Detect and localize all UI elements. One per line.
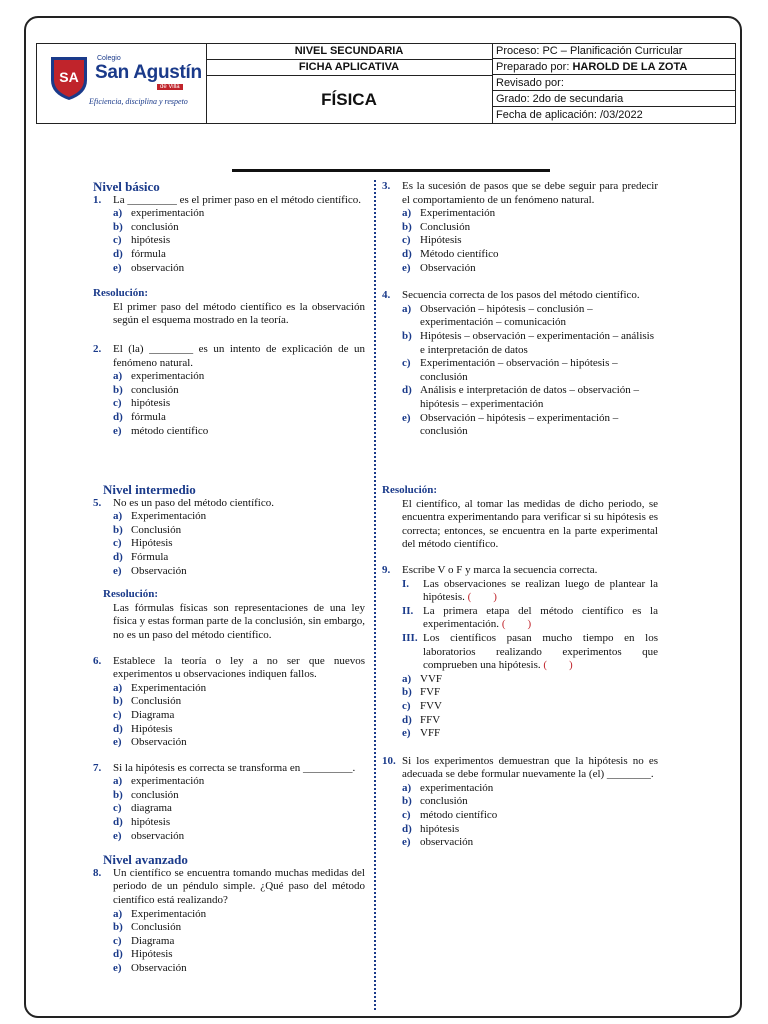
option-item xyxy=(402,836,658,850)
option-item xyxy=(113,370,365,384)
option-letter: a) xyxy=(113,775,123,788)
option-text: VFF xyxy=(420,727,441,740)
logo-cell xyxy=(37,44,207,123)
question-7 xyxy=(93,762,365,844)
option-text: Hipótesis xyxy=(131,948,173,961)
option-text: Hipótesis xyxy=(131,722,173,735)
question-9 xyxy=(382,564,658,741)
prepared-name: HAROLD DE LA ZOTA xyxy=(572,61,688,73)
question-number: 5. xyxy=(93,496,102,509)
options-list xyxy=(113,682,365,750)
option-item xyxy=(113,397,365,411)
option-letter: b) xyxy=(402,795,412,808)
option-item xyxy=(402,714,658,728)
resolution-5-text: Las fórmulas físicas son representaciones de una ley física y estas forman parte de la conclusión, sin embargo, no es un paso del método científico. xyxy=(113,601,365,641)
option-text: conclusión xyxy=(131,383,179,396)
right-column-2 xyxy=(382,484,658,850)
question-number: 6. xyxy=(93,654,102,667)
option-letter: a) xyxy=(113,907,123,920)
option-item xyxy=(402,412,658,439)
option-item xyxy=(402,234,658,248)
option-item xyxy=(402,727,658,741)
option-item xyxy=(113,908,365,922)
option-item xyxy=(113,682,365,696)
resolution-1-title: Resolución: xyxy=(93,287,148,300)
option-text: observación xyxy=(420,836,474,849)
option-text: Observación xyxy=(420,261,476,274)
question-text: Es la sucesión de pasos que se debe seguir para predecir el comportamiento de un fenómeno natural. xyxy=(402,180,658,206)
question-number: 1. xyxy=(93,193,102,206)
option-text: Análisis e interpretación de datos – observación – hipótesis – experimentación xyxy=(420,384,640,410)
option-letter: c) xyxy=(113,537,122,550)
options-list xyxy=(113,775,365,843)
options-list xyxy=(113,510,365,578)
question-row xyxy=(93,194,365,208)
option-item xyxy=(113,425,365,439)
question-number: 3. xyxy=(382,180,391,192)
option-text: Observación – hipótesis – conclusión – experimentación – comunicación xyxy=(420,302,593,329)
option-text: Experimentación xyxy=(420,207,496,220)
option-letter: b) xyxy=(402,220,412,233)
option-item xyxy=(113,935,365,949)
option-text: Experimentación xyxy=(131,510,207,523)
option-letter: e) xyxy=(113,736,122,749)
question-number: 10. xyxy=(382,754,396,767)
statement-body: La primera etapa del método científico es la experimentación. xyxy=(423,604,658,631)
option-letter: c) xyxy=(402,234,411,247)
option-item xyxy=(113,816,365,830)
option-item xyxy=(113,565,365,579)
option-item xyxy=(402,673,658,687)
question-row xyxy=(382,564,658,578)
statement xyxy=(402,605,658,632)
resolution-1-text: El primer paso del método científico es la observación según el esquema mostrado en la teoría. xyxy=(113,300,365,327)
option-text: fórmula xyxy=(131,247,166,260)
question-row xyxy=(93,762,365,776)
option-item xyxy=(402,248,658,262)
school-sub: de Villa xyxy=(157,84,183,90)
header-table xyxy=(36,43,736,124)
question-text: Un científico se encuentra tomando muchas medidas del periodo de un péndulo simple. ¿Qué paso del método científico está realizando? xyxy=(113,866,365,907)
option-item xyxy=(402,262,658,276)
title-rule xyxy=(232,169,550,172)
question-5 xyxy=(93,497,365,579)
question-1 xyxy=(93,194,365,276)
question-2 xyxy=(93,343,365,438)
reviewed-cell: Revisado por: xyxy=(492,76,735,91)
option-letter: e) xyxy=(402,411,411,424)
option-letter: b) xyxy=(113,788,123,801)
option-item xyxy=(402,330,658,357)
question-4 xyxy=(382,289,658,439)
option-letter: d) xyxy=(402,822,412,835)
option-item xyxy=(113,789,365,803)
option-text: observación xyxy=(131,829,185,842)
option-text: Conclusión xyxy=(420,220,471,233)
option-letter: a) xyxy=(113,207,123,220)
question-8 xyxy=(93,867,365,976)
option-text: Conclusión xyxy=(131,695,182,708)
statement xyxy=(402,632,658,673)
option-letter: b) xyxy=(402,329,412,342)
option-text: Experimentación – observación – hipótesis – conclusión xyxy=(420,357,618,383)
option-letter: e) xyxy=(113,962,122,974)
option-text: Conclusión xyxy=(131,921,182,934)
option-text: método científico xyxy=(420,809,498,822)
option-letter: a) xyxy=(402,302,412,315)
question-text: Si la hipótesis es correcta se transforma en _________. xyxy=(113,761,356,774)
option-item xyxy=(402,700,658,714)
option-text: conclusión xyxy=(131,788,179,801)
option-text: hipótesis xyxy=(131,397,171,410)
prepared-label: Preparado por: xyxy=(496,61,573,73)
school-small-label: Colegio xyxy=(97,55,121,62)
option-item xyxy=(402,384,658,411)
question-row xyxy=(382,180,658,207)
statement-body: Las observaciones se realizan luego de plantear la hipótesis. xyxy=(423,577,658,604)
option-item xyxy=(402,795,658,809)
statement-text xyxy=(423,578,658,605)
option-letter: a) xyxy=(113,681,123,694)
resolution-4-title: Resolución: xyxy=(382,484,437,496)
option-item xyxy=(113,948,365,962)
option-item xyxy=(402,357,658,384)
question-3 xyxy=(382,180,658,275)
answer-parentheses: ( ) xyxy=(501,618,532,631)
option-item xyxy=(402,221,658,235)
option-letter: d) xyxy=(113,948,123,961)
option-letter: a) xyxy=(113,510,123,523)
option-item xyxy=(113,524,365,538)
option-letter: c) xyxy=(113,397,122,410)
option-text: Hipótesis xyxy=(131,537,173,550)
option-letter: c) xyxy=(402,699,411,712)
option-item xyxy=(402,782,658,796)
option-letter: b) xyxy=(113,220,123,233)
options-list xyxy=(402,303,658,439)
option-letter: b) xyxy=(113,695,123,708)
process-cell: Proceso: PC – Planificación Curricular xyxy=(492,44,735,59)
school-name: San Agustín xyxy=(95,62,202,83)
option-letter: c) xyxy=(113,234,122,247)
option-text: FFV xyxy=(420,713,441,726)
question-10 xyxy=(382,755,658,850)
section-advanced-title: Nivel avanzado xyxy=(103,852,188,868)
option-text: Experimentación xyxy=(131,907,207,920)
option-text: Hipótesis – observación – experimentación – análisis e interpretación de datos xyxy=(420,329,654,356)
option-letter: c) xyxy=(113,802,122,815)
statement-number: II. xyxy=(402,604,414,617)
statement-body: Los científicos pasan mucho tiempo en los laboratorios realizando experimentos que comprueben una hipótesis. xyxy=(423,631,658,672)
options-list xyxy=(113,908,365,976)
option-letter: a) xyxy=(113,370,123,383)
option-letter: d) xyxy=(113,247,123,260)
option-letter: d) xyxy=(402,384,412,397)
question-number: 2. xyxy=(93,342,102,355)
option-letter: d) xyxy=(113,816,123,829)
options-list xyxy=(113,370,365,438)
option-item xyxy=(113,775,365,789)
left-column-2 xyxy=(93,483,365,976)
sheet-cell: FICHA APLICATIVA xyxy=(206,60,492,76)
svg-text:SA: SA xyxy=(59,69,79,85)
question-number: 4. xyxy=(382,289,391,302)
option-letter: b) xyxy=(402,686,412,699)
option-letter: e) xyxy=(113,829,122,842)
option-text: Hipótesis xyxy=(420,234,462,247)
option-letter: e) xyxy=(113,564,122,577)
question-text: Si los experimentos demuestran que la hipótesis no es adecuada se debe formular nuevamente la (el) ________. xyxy=(402,754,658,781)
option-letter: e) xyxy=(113,424,122,437)
option-letter: e) xyxy=(402,261,411,274)
option-letter: b) xyxy=(113,523,123,536)
option-letter: e) xyxy=(113,261,122,274)
option-letter: c) xyxy=(113,708,122,721)
option-item xyxy=(113,384,365,398)
question-number: 8. xyxy=(93,866,102,879)
option-text: Diagrama xyxy=(131,708,175,721)
answer-parentheses: ( ) xyxy=(543,659,573,672)
question-row xyxy=(382,289,658,303)
option-text: hipótesis xyxy=(131,816,171,829)
option-text: hipótesis xyxy=(131,234,171,247)
option-item xyxy=(113,695,365,709)
option-letter: e) xyxy=(402,727,411,740)
option-text: hipótesis xyxy=(420,822,460,835)
option-item xyxy=(113,510,365,524)
options-list xyxy=(402,207,658,275)
option-item xyxy=(402,809,658,823)
question-number: 7. xyxy=(93,761,102,774)
option-text: Diagrama xyxy=(131,934,175,947)
question-text: Establece la teoría o ley a no ser que nuevos experimentos u observaciones indiquen fallos. xyxy=(113,654,365,681)
column-divider xyxy=(374,180,376,1010)
option-letter: a) xyxy=(402,207,412,220)
option-item xyxy=(113,234,365,248)
option-letter: c) xyxy=(113,934,122,947)
option-text: Observación xyxy=(131,564,187,577)
question-text: Escribe V o F y marca la secuencia correcta. xyxy=(402,563,598,576)
options-list xyxy=(402,782,658,850)
option-text: Fórmula xyxy=(131,550,169,563)
option-letter: b) xyxy=(113,383,123,396)
option-item xyxy=(113,830,365,844)
level-cell: NIVEL SECUNDARIA xyxy=(206,44,492,60)
option-text: diagrama xyxy=(131,802,172,815)
option-item xyxy=(113,921,365,935)
question-6 xyxy=(93,655,365,750)
question-row xyxy=(93,497,365,511)
option-item xyxy=(113,207,365,221)
option-text: Conclusión xyxy=(131,523,182,536)
option-item xyxy=(402,823,658,837)
option-text: conclusión xyxy=(131,220,179,233)
school-tagline: Eficiencia, disciplina y respeto xyxy=(89,97,188,106)
option-item xyxy=(113,723,365,737)
option-letter: c) xyxy=(402,357,411,370)
resolution-4-text: El científico, al tomar las medidas de dicho periodo, se encuentra experimentando para verificar si su hipótesis es correcta; entonces, se encuentra en la parte experimental del método científico. xyxy=(402,497,658,551)
option-text: fórmula xyxy=(131,410,166,423)
question-text: No es un paso del método científico. xyxy=(113,496,274,509)
options-list xyxy=(402,673,658,741)
option-text: experimentación xyxy=(131,775,205,788)
question-text: El (la) ________ es un intento de explicación de un fenómeno natural. xyxy=(113,342,365,369)
statement xyxy=(402,578,658,605)
option-text: experimentación xyxy=(131,207,205,220)
option-letter: a) xyxy=(402,672,412,685)
option-letter: d) xyxy=(402,713,412,726)
school-shield-icon xyxy=(49,54,89,102)
option-item xyxy=(113,962,365,976)
subject-title: FÍSICA xyxy=(321,90,377,109)
statement-number: I. xyxy=(402,577,410,590)
right-column xyxy=(382,180,658,439)
option-item xyxy=(113,411,365,425)
option-text: experimentación xyxy=(420,781,494,794)
option-text: Observación – hipótesis – experimentación – conclusión xyxy=(420,411,619,438)
option-text: Observación xyxy=(131,962,187,974)
option-item xyxy=(113,802,365,816)
question-row xyxy=(93,655,365,682)
option-letter: c) xyxy=(402,809,411,822)
statement-text xyxy=(423,632,658,673)
option-letter: d) xyxy=(113,410,123,423)
option-item xyxy=(113,262,365,276)
prepared-cell xyxy=(492,60,735,75)
resolution-5-title: Resolución: xyxy=(103,588,158,601)
section-basic-title: Nivel básico xyxy=(93,179,160,194)
answer-parentheses: ( ) xyxy=(467,591,497,604)
option-text: FVV xyxy=(420,699,443,712)
question-text: Secuencia correcta de los pasos del método científico. xyxy=(402,289,640,302)
grade-cell: Grado: 2do de secundaria xyxy=(492,92,735,107)
option-letter: b) xyxy=(113,921,123,934)
option-letter: d) xyxy=(113,722,123,735)
option-item xyxy=(402,303,658,330)
option-item xyxy=(113,248,365,262)
option-letter: d) xyxy=(402,247,412,260)
option-text: experimentación xyxy=(131,370,205,383)
option-letter: e) xyxy=(402,836,411,849)
option-text: FVF xyxy=(420,686,441,699)
question-row xyxy=(93,343,365,370)
option-text: observación xyxy=(131,261,185,274)
option-item xyxy=(113,537,365,551)
option-text: Experimentación xyxy=(131,681,207,694)
statement-text xyxy=(423,605,658,632)
option-item xyxy=(113,551,365,565)
option-item xyxy=(113,221,365,235)
option-item xyxy=(402,207,658,221)
option-item xyxy=(113,736,365,750)
question-row xyxy=(93,867,365,908)
question-number: 9. xyxy=(382,563,391,576)
option-letter: a) xyxy=(402,781,412,794)
option-letter: d) xyxy=(113,550,123,563)
option-text: VVF xyxy=(420,672,443,685)
option-text: método científico xyxy=(131,424,209,437)
question-text: La _________ es el primer paso en el método científico. xyxy=(113,193,362,206)
question-row xyxy=(382,755,658,782)
date-cell: Fecha de aplicación: /03/2022 xyxy=(496,109,643,121)
option-text: conclusión xyxy=(420,795,468,808)
statement-number: III. xyxy=(402,631,418,644)
option-text: Método científico xyxy=(420,247,499,260)
left-column xyxy=(93,180,365,438)
option-item xyxy=(402,686,658,700)
option-item xyxy=(113,709,365,723)
option-text: Observación xyxy=(131,736,187,749)
section-intermediate-title: Nivel intermedio xyxy=(103,482,196,497)
options-list xyxy=(113,207,365,275)
